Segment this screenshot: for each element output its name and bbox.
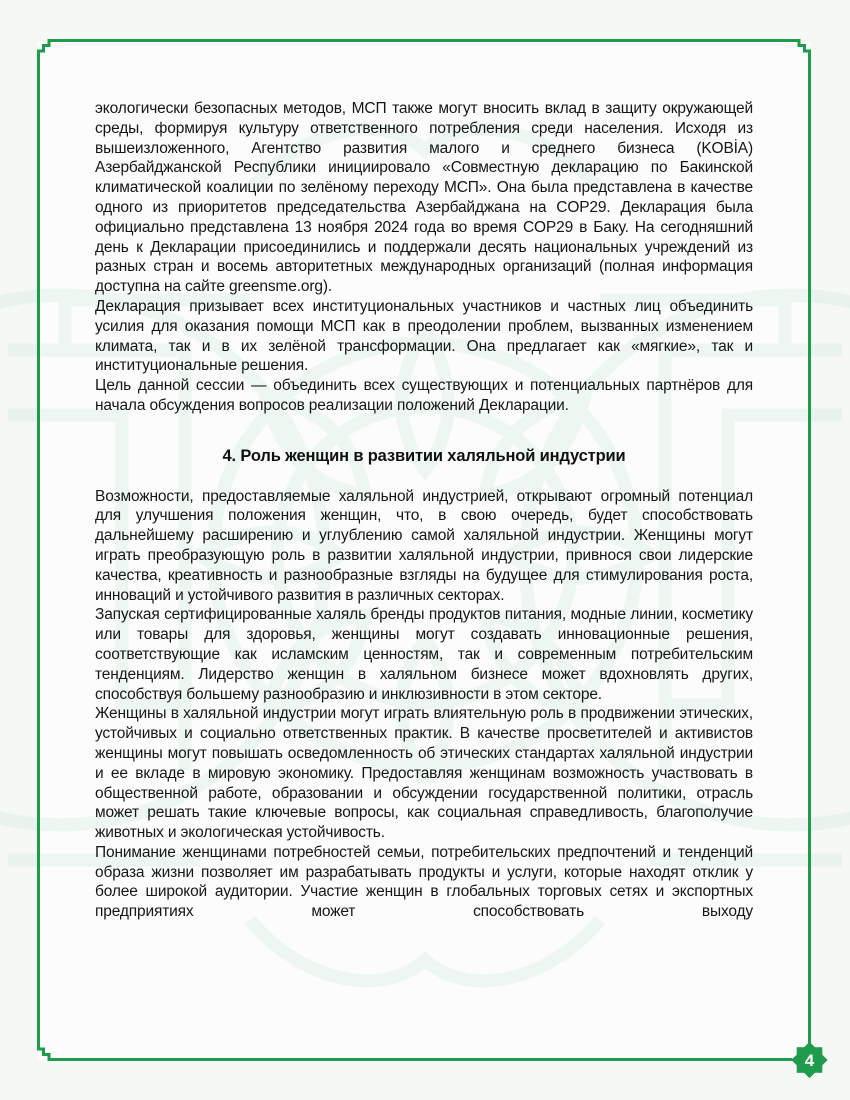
page-number: 4 xyxy=(804,1051,815,1070)
body-paragraph: Запуская сертифицированные халяль бренды продуктов питания, модные линии, косметику или товары для здоровья, женщины могут создавать инновационные решения, соответствующие как исламским ценностям, так и современным потребительским тенденциям. Лидерство женщин в халяльном бизнесе может вдохновлять других, способствуя большему разнообразию и инклюзивности в этом секторе. xyxy=(95,606,753,703)
body-paragraph: Женщины в халяльной индустрии могут играть влиятельную роль в продвижении этических, устойчивых и социально ответственных практик. В качестве просветителей и активистов женщины могут повышать осведомленность об этических стандартах халяльной индустрии и ее вкладе в мировую экономику. Предоставляя женщинам возможность участвовать в общественной работе, образовании и обсуждении государственной политики, отрасль может решать такие ключевые вопросы, как социальная справедливость, благополучие животных и экологическая устойчивость. xyxy=(95,705,753,842)
page-number-badge xyxy=(791,1042,827,1078)
body-paragraph: Возможности, предоставляемые халяльной индустрией, открывают огромный потенциал для улучшения положения женщин, что, в свою очередь, будет способствовать дальнейшему расширению и углублению самой халяльной индустрии. Женщины могут играть преобразующую роль в развитии халяльной индустрии, привнося свои лидерские качества, креативность и разнообразные взгляды на будущее для стимулирования роста, инноваций и устойчивого развития в различных секторах. xyxy=(95,487,753,604)
body-paragraph: Цель данной сессии — объединить всех существующих и потенциальных партнёров для начала обсуждения вопросов реализации положений Декларации. xyxy=(95,377,753,414)
section-heading: 4. Роль женщин в развитии халяльной индустрии xyxy=(222,446,626,465)
page-content xyxy=(95,99,753,922)
body-paragraph: экологически безопасных методов, МСП также могут вносить вклад в защиту окружающей среды, формируя культуру ответственного потребления среди населения. Исходя из вышеизложенного, Агентство развития малого и среднего бизнеса (KOBİA) Азербайджанской Республики инициировало «Совместную декларацию по Бакинской климатической коалиции по зелёному переходу МСП». Она была представлена в качестве одного из приоритетов председательства Азербайджана на COP29. Декларация была официально представлена 13 ноября 2024 года во время COP29 в Баку. На сегодняшний день к Декларации присоединились и поддержали десять национальных учреждений из разных стран и восемь авторитетных международных организаций (полная информация доступна на сайте greensme.org). xyxy=(95,100,753,296)
body-paragraph-continues: Понимание женщинами потребностей семьи, потребительских предпочтений и тенденций образа жизни позволяет им разрабатывать продукты и услуги, которые находят отклик у более широкой аудитории. Участие женщин в глобальных торговых сетях и экспортных предприятиях может способствовать выходу xyxy=(95,843,753,921)
body-paragraph: Декларация призывает всех институциональных участников и частных лиц объединить усилия для оказания помощи МСП как в преодолении проблем, вызванных изменением климата, так и в их зелёной трансформации. Она предлагает как «мягкие», так и институциональные решения. xyxy=(95,297,753,375)
